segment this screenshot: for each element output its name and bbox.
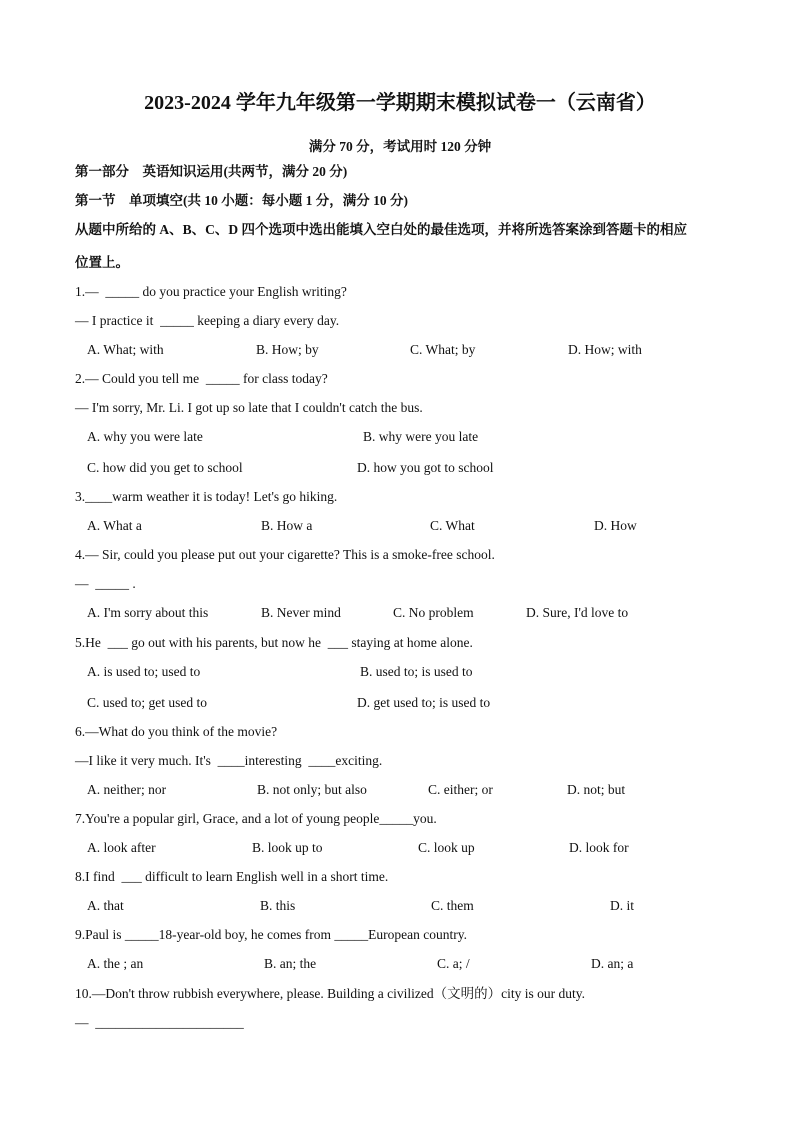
question-7-option-a: A. look after [87,840,156,855]
question-5-stem: 5.He ___ go out with his parents, but now he ___ staying at home alone. [75,635,473,650]
question-5-option-b: B. used to; is used to [360,664,473,679]
question-4-option-c: C. No problem [393,605,474,620]
question-5-option-d: D. get used to; is used to [357,695,491,710]
question-6-stem: 6.—What do you think of the movie? [75,724,278,739]
question-4-option-d: D. Sure, I'd love to [526,605,629,620]
question-9-stem: 9.Paul is _____18-year-old boy, he comes from _____European country. [75,927,468,942]
question-7-stem: 7.You're a popular girl, Grace, and a lot of young people_____you. [75,811,437,826]
question-2-option-c: C. how did you get to school [87,460,243,475]
question-3-option-c: C. What [430,518,475,533]
question-7-option-c: C. look up [418,840,475,855]
question-8-option-c: C. them [431,898,474,913]
question-2-option-d: D. how you got to school [357,460,494,475]
question-10-reply: — ______________________ [75,1015,244,1030]
exam-title: 2023-2024 学年九年级第一学期期末模拟试卷一（云南省） [144,92,656,114]
question-2-option-a: A. why you were late [87,429,203,444]
question-5-option-a: A. is used to; used to [87,664,201,679]
question-4-stem: 4.— Sir, could you please put out your cigarette? This is a smoke-free school. [75,547,495,562]
question-9-option-b: B. an; the [264,956,317,971]
question-1-stem: 1.— _____ do you practice your English writing? [75,284,347,299]
question-1-reply: — I practice it _____ keeping a diary every day. [75,313,340,328]
instructions-line-2: 位置上。 [75,255,129,270]
question-1-option-b: B. How; by [256,342,319,357]
question-4-option-b: B. Never mind [261,605,341,620]
question-3-option-b: B. How a [261,518,313,533]
question-6-option-d: D. not; but [567,782,626,797]
question-9-option-c: C. a; / [437,956,470,971]
question-6-option-b: B. not only; but also [257,782,367,797]
question-3-option-d: D. How [594,518,637,533]
question-4-reply: — _____ . [75,576,136,591]
question-6-option-c: C. either; or [428,782,493,797]
question-7-option-d: D. look for [569,840,629,855]
question-5-option-c: C. used to; get used to [87,695,207,710]
question-10-stem: 10.—Don't throw rubbish everywhere, please. Building a civilized（文明的）city is our duty. [75,986,585,1001]
question-2-option-b: B. why were you late [363,429,479,444]
instructions-line-1: 从题中所给的 A、B、C、D 四个选项中选出能填入空白处的最佳选项，并将所选答案涂到答题卡的相应 [75,222,688,237]
question-6-reply: —I like it very much. It's ____interesting ____exciting. [75,753,383,768]
question-3-stem: 3.____warm weather it is today! Let's go hiking. [75,489,338,504]
question-8-option-a: A. that [87,898,124,913]
question-1-option-a: A. What; with [87,342,164,357]
question-2-stem: 2.— Could you tell me _____ for class today? [75,371,328,386]
part-heading: 第一部分 英语知识运用(共两节，满分 20 分) [75,164,348,179]
question-2-reply: — I'm sorry, Mr. Li. I got up so late that I couldn't catch the bus. [75,400,423,415]
question-3-option-a: A. What a [87,518,142,533]
question-9-option-a: A. the ; an [87,956,144,971]
question-8-option-b: B. this [260,898,296,913]
section-heading: 第一节 单项填空(共 10 小题：每小题 1 分，满分 10 分) [75,193,408,208]
exam-subtitle: 满分 70 分，考试用时 120 分钟 [308,139,492,154]
question-8-stem: 8.I find ___ difficult to learn English well in a short time. [75,869,389,884]
question-1-option-c: C. What; by [410,342,476,357]
question-8-option-d: D. it [610,898,635,913]
question-7-option-b: B. look up to [252,840,323,855]
question-6-option-a: A. neither; nor [87,782,167,797]
question-9-option-d: D. an; a [591,956,634,971]
question-4-option-a: A. I'm sorry about this [87,605,209,620]
question-1-option-d: D. How; with [568,342,642,357]
